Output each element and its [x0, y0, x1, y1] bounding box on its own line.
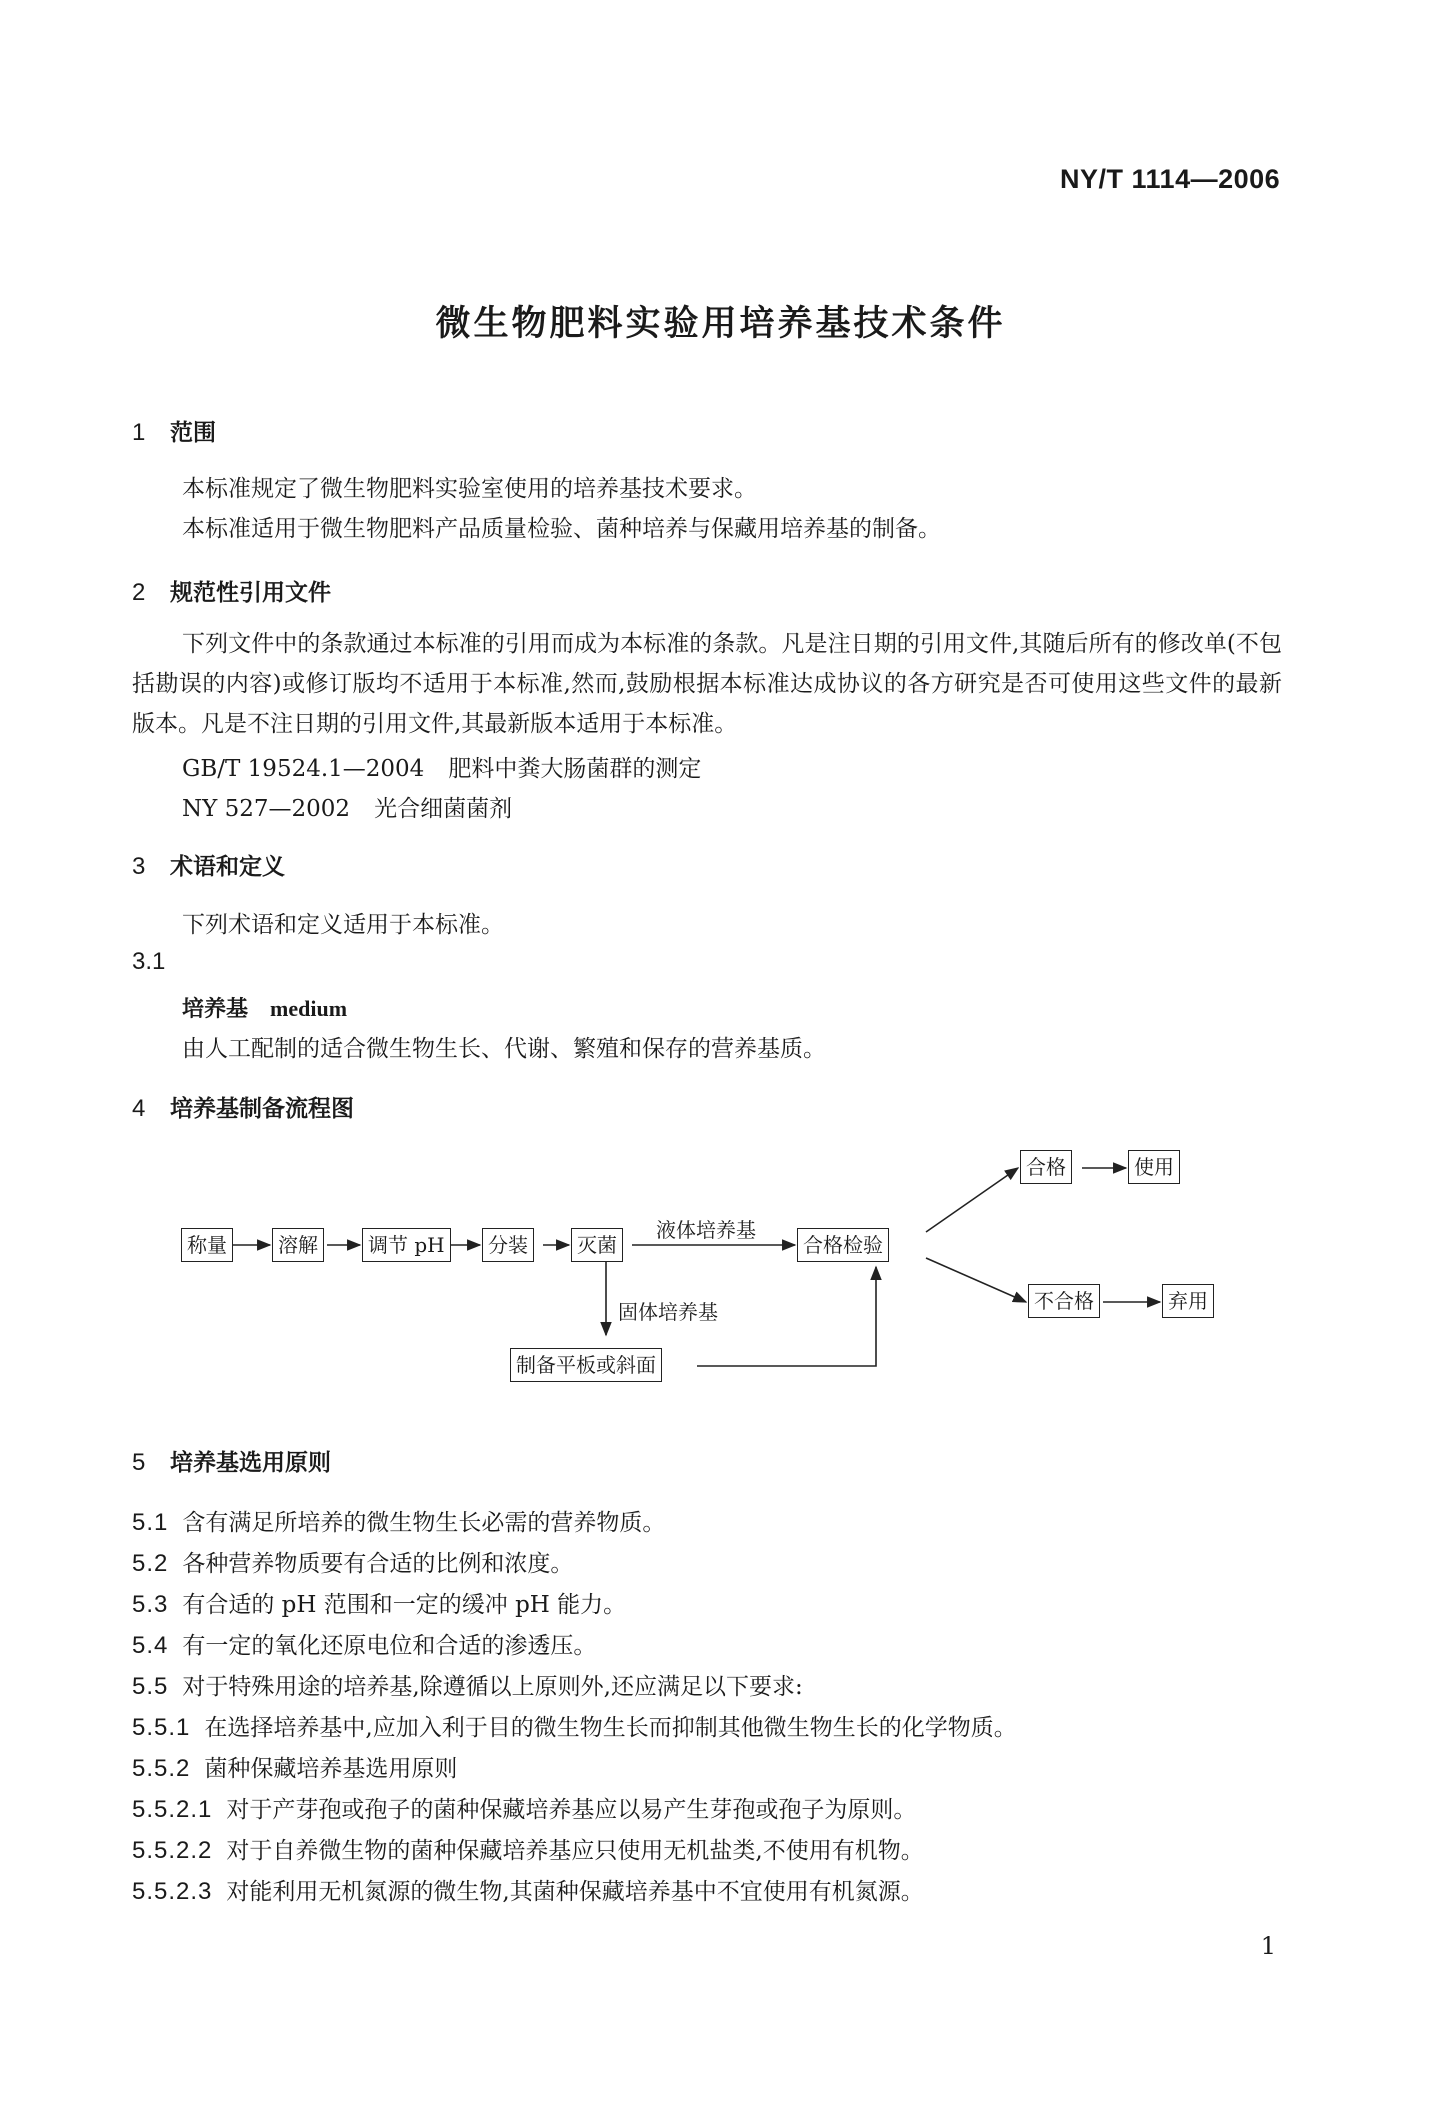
clause: 5.3 有合适的 pH 范围和一定的缓冲 pH 能力。	[132, 1591, 627, 1618]
flow-step-prepare-plate: 制备平板或斜面	[510, 1348, 662, 1382]
section-5-heading	[132, 1444, 331, 1477]
section-number: 1	[132, 419, 146, 446]
section-title: 培养基选用原则	[170, 1450, 331, 1476]
liquid-medium-label: 液体培养基	[656, 1218, 756, 1242]
flow-step-dissolve: 溶解	[272, 1228, 324, 1262]
section-3-intro: 下列术语和定义适用于本标准。	[182, 912, 504, 938]
flow-action-use: 使用	[1128, 1150, 1180, 1184]
page-number: 1	[1260, 1932, 1276, 1960]
clause: 5.5.1 在选择培养基中,应加入利于目的微生物生长而抑制其他微生物生长的化学物质。	[132, 1714, 1017, 1741]
flow-step-sterilize: 灭菌	[571, 1228, 623, 1262]
standard-code: NY/T 1114—2006	[1060, 164, 1281, 194]
flow-step-adjust-ph: 调节 pH	[362, 1228, 451, 1262]
section-title: 规范性引用文件	[170, 580, 331, 606]
flow-result-pass: 合格	[1020, 1150, 1072, 1184]
flow-step-quality-check: 合格检验	[797, 1228, 889, 1262]
solid-medium-label: 固体培养基	[618, 1300, 718, 1324]
section-title: 术语和定义	[170, 854, 285, 880]
reference-code: NY 527—2002	[182, 796, 351, 822]
clause: 5.2 各种营养物质要有合适的比例和浓度。	[132, 1550, 574, 1577]
flow-step-dispense: 分装	[482, 1228, 534, 1262]
clause: 5.5 对于特殊用途的培养基,除遵循以上原则外,还应满足以下要求:	[132, 1673, 803, 1700]
section-number: 4	[132, 1095, 146, 1122]
flow-action-discard: 弃用	[1162, 1284, 1214, 1318]
section-number: 5	[132, 1449, 146, 1476]
arrow-fail	[926, 1258, 1026, 1302]
flow-result-fail: 不合格	[1028, 1284, 1100, 1318]
document-title: 微生物肥料实验用培养基技术条件	[435, 304, 1006, 344]
clause: 5.5.2.3 对能利用无机氮源的微生物,其菌种保藏培养基中不宜使用有机氮源。	[132, 1878, 924, 1905]
arrow-plate-to-check	[697, 1267, 876, 1366]
subsection-number: 3.1	[132, 948, 166, 975]
flow-step-weigh: 称量	[181, 1228, 233, 1262]
clause: 5.5.2.2 对于自养微生物的菌种保藏培养基应只使用无机盐类,不使用有机物。	[132, 1837, 924, 1864]
clause: 5.5.2.1 对于产芽孢或孢子的菌种保藏培养基应以易产生芽孢或孢子为原则。	[132, 1796, 917, 1823]
arrow-pass	[926, 1168, 1018, 1232]
section-number: 3	[132, 853, 146, 880]
clause: 5.1 含有满足所培养的微生物生长必需的营养物质。	[132, 1509, 666, 1536]
section-title: 范围	[170, 420, 216, 446]
clause: 5.5.2 菌种保藏培养基选用原则	[132, 1755, 458, 1782]
section-1-para-1: 本标准规定了微生物肥料实验室使用的培养基技术要求。	[182, 476, 757, 502]
term-definition: 由人工配制的适合微生物生长、代谢、繁殖和保存的营养基质。	[182, 1036, 826, 1062]
reference-name: 光合细菌菌剂	[374, 796, 513, 822]
clause: 5.4 有一定的氧化还原电位和合适的渗透压。	[132, 1632, 597, 1659]
reference-code: GB/T 19524.1—2004	[182, 756, 425, 782]
term-english: medium	[270, 996, 348, 1021]
section-2-para: 下列文件中的条款通过本标准的引用而成为本标准的条款。凡是注日期的引用文件,其随后所有的修改单(不包括勘误的内容)或修订版均不适用于本标准,然而,鼓励根据本标准达成协议的各方研究是否可使用这些文件的最新版本。凡是不注日期的引用文件,其最新版本适用于本标准。	[132, 631, 1282, 737]
term-chinese: 培养基	[182, 997, 249, 1022]
section-number: 2	[132, 579, 146, 606]
reference-name: 肥料中粪大肠菌群的测定	[448, 756, 702, 782]
section-title: 培养基制备流程图	[170, 1096, 354, 1122]
section-1-para-2: 本标准适用于微生物肥料产品质量检验、菌种培养与保藏用培养基的制备。	[182, 516, 941, 542]
